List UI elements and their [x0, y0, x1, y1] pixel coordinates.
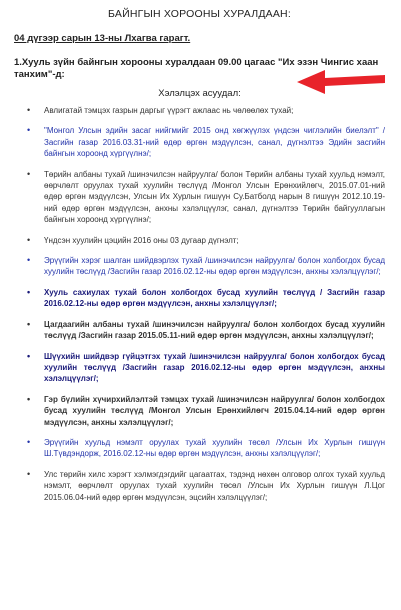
agenda-item: [44, 255, 385, 278]
agenda-item-text: "Монгол Улсын эдийн засаг нийгмийг 2015 онд хөгжүүлэх үндсэн чиглэлийн биелэлт" /Засгийн газар 2016.03.31-ний өдөр өргөн мэдүүлсэн, санал, дүгнэлтээ Эдийн засгийн байнгын хороонд хүргүүлнэ/;: [44, 126, 385, 159]
agenda-item: [44, 469, 385, 503]
agenda-label: Хэлэлцэх асуудал:: [158, 88, 241, 99]
agenda-item: [44, 437, 385, 460]
page-title: БАЙНГЫН ХОРООНЫ ХУРАЛДААН:: [108, 8, 291, 20]
agenda-item-text: Төрийн албаны тухай /шинэчилсэн найруулга/ болон Төрийн албаны тухай хуульд нэмэлт, өөрчлөлт оруулах тухай хуулийн төслүүд /Монгол Улсын Ерөнхийлөгч, 2015.07.01-ний өдөр өргөн мэдүүлсэн, Улсын Их Хурлын гишүүн Су.Батболд нарын 8 гишүүн 2012.10.19-ний өдөр өргөн мэдүүлсэн, анхны хэлэлцүүлэг, санал, дүгнэлтээ Төрийн байгууллагын байнгын хороонд хүргүүлнэ/;: [44, 169, 385, 225]
agenda-item-text: Эрүүгийн хуульд нэмэлт оруулах тухай хуулийн төсөл /Улсын Их Хурлын гишүүн Ш.Түвдэндорж, 2016.02.12-ны өдөр өргөн мэдүүлсэн, анхны хэлэлцүүлэг/;: [44, 437, 385, 459]
agenda-item-text: Шүүхийн шийдвэр гүйцэтгэх тухай /шинэчилсэн найруулга/ болон холбогдох бусад хуулийн төслүүд /Засгийн газар 2016.02.12-ны өдөр өргөн мэдүүлсэн, анхны хэлэлцүүлэг/;: [44, 351, 385, 384]
agenda-item: [44, 394, 385, 428]
agenda-item: [44, 235, 385, 246]
red-arrow-shape: [297, 70, 385, 94]
agenda-item: [44, 351, 385, 385]
agenda-item: [44, 287, 385, 310]
agenda-item-text: Улс төрийн хилс хэрэгт хэлмэгдэгдийг цагаатгах, тэдэнд нөхөн олговор олгох тухай хуульд нэмэлт, өөрчлөлт оруулах тухай хуулийн төсөл /Улсын Их Хурлын гишүүн Л.Цог 2015.06.04-ний өдөр өргөн мэдүүлсэн, эцсийн хэлэлцүүлэг/;: [44, 469, 385, 502]
agenda-item-text: Үндсэн хуулийн цэцийн 2016 оны 03 дугаар дүгнэлт;: [44, 235, 239, 245]
meeting-intro: 1.Хууль зүйн байнгын хорооны хуралдаан 09.00 цагаас "Их эзэн Чингис хаан танхим"-д:: [14, 57, 379, 80]
agenda-item: [44, 105, 385, 116]
agenda-item-text: Эрүүгийн хэрэг шалган шийдвэрлэх тухай /шинэчилсэн найруулга/ болон холбогдох бусад хуулийн төслүүд /Засгийн газар 2016.02.12-ны өдөр өргөн мэдүүлсэн, анхны хэлэлцүүлэг/;: [44, 256, 385, 277]
agenda-list: [14, 105, 385, 503]
agenda-item: [44, 319, 385, 342]
agenda-item-text: Цагдаагийн албаны тухай /шинэчилсэн найруулга/ болон холбогдох бусад хуулийн төслүүд /Засгийн газар 2015.05.11-ний өдөр өргөн мэдүүлсэн, анхны хэлэлцүүлэг/;: [44, 319, 385, 341]
agenda-item-text: Хууль сахиулах тухай болон холбогдох бусад хуулийн төслүүд / Засгийн газар 2016.02.12-ны өдөр өргөн мэдүүлсэн, анхны хэлэлцүүлэг/;: [44, 287, 385, 309]
agenda-item: [44, 125, 385, 159]
agenda-item: [44, 169, 385, 226]
agenda-item-text: Гэр бүлийн хүчирхийлэлтэй тэмцэх тухай /шинэчилсэн найруулга/ болон холбогдох бусад хуулийн төслүүд /Монгол Улсын Ерөнхийлөгч 2015.04.14-ний өдөр өргөн мэдүүлсэн, анхны хэлэлцүүлэг/;: [44, 394, 385, 427]
date-line: 04 дүгээр сарын 13-ны Лхагва гарагт.: [14, 33, 191, 44]
red-arrow-icon: [297, 67, 387, 97]
agenda-item-text: Авлигатай тэмцэх газрын даргыг үүрэгт ажлаас нь чөлөөлөх тухай;: [44, 106, 294, 115]
